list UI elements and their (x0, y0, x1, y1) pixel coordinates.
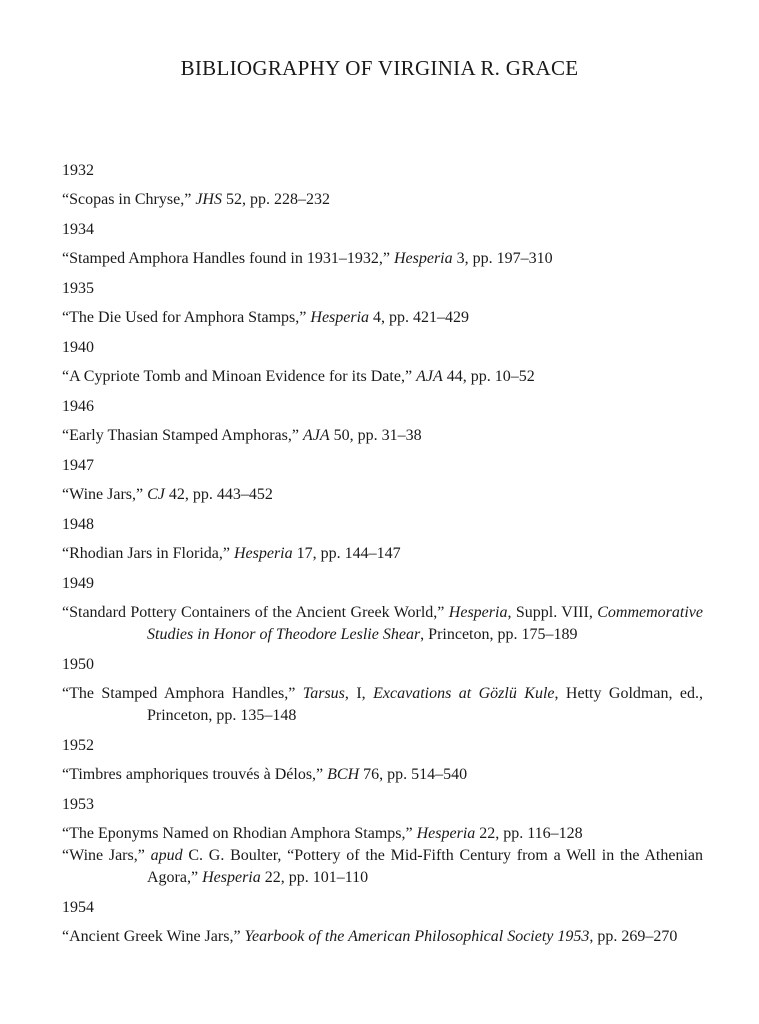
entry-text-segment: 42, pp. 443–452 (164, 486, 273, 503)
bibliography-entry (62, 926, 703, 948)
entry-text-segment: C. G. Boulter, “Pottery of the Mid-Fifth Century from a Well in the Athenian Agora,” (147, 847, 704, 886)
entry-italic-segment: Yearbook of the American Philosophical Society 1953 (244, 928, 590, 945)
entry-text-segment: 17, pp. 144–147 (292, 545, 401, 562)
entry-text-segment: “Rhodian Jars in Florida,” (62, 545, 234, 562)
entry-italic-segment: CJ (147, 486, 165, 503)
year-heading: 1932 (62, 162, 94, 179)
entry-text-segment: “The Eponyms Named on Rhodian Amphora Stamps,” (62, 825, 417, 842)
entry-text-segment: 76, pp. 514–540 (359, 766, 468, 783)
bibliography-entry (62, 764, 703, 786)
entry-italic-segment: Hesperia (393, 250, 453, 267)
entry-text-segment: “Standard Pottery Containers of the Ancient Greek World,” (62, 604, 449, 621)
entry-text-segment: , Princeton, pp. 175–189 (420, 626, 578, 643)
year-heading: 1946 (62, 398, 94, 415)
bibliography-entry (62, 823, 703, 845)
year-heading: 1940 (62, 339, 94, 356)
year-heading: 1947 (62, 457, 94, 474)
bibliography-list (62, 160, 703, 948)
entry-text-segment: “Wine Jars,” (62, 847, 151, 864)
entry-text-segment: “Timbres amphoriques trouvés à Délos,” (62, 766, 328, 783)
entry-italic-segment: Hesperia (310, 309, 370, 326)
entry-italic-segment: JHS (195, 191, 222, 208)
year-heading: 1949 (62, 575, 94, 592)
entry-text-segment: 22, pp. 116–128 (475, 825, 583, 842)
entry-italic-segment: Excavations at Gözlü Kule (373, 685, 555, 702)
entry-italic-segment: Commemorative Studies in Honor of Theodore Leslie Shear (147, 604, 703, 643)
bibliography-entry (62, 484, 703, 506)
entry-text-segment: “The Stamped Amphora Handles,” (62, 685, 303, 702)
entry-italic-segment: Hesperia (202, 869, 261, 886)
entry-text-segment: “The Die Used for Amphora Stamps,” (62, 309, 311, 326)
bibliography-entry (62, 543, 703, 565)
entry-text-segment: , Suppl. VIII, (507, 604, 598, 621)
entry-text-segment: “Stamped Amphora Handles found in 1931–1932,” (62, 250, 394, 267)
entry-text-segment: 44, pp. 10–52 (442, 368, 535, 385)
entry-text-segment: 4, pp. 421–429 (369, 309, 470, 326)
entry-italic-segment: Hesperia (233, 545, 293, 562)
entry-italic-segment: Hesperia (448, 604, 508, 621)
entry-italic-segment: AJA (302, 427, 330, 444)
page-title: BIBLIOGRAPHY OF VIRGINIA R. GRACE (180, 56, 579, 80)
bibliography-entry (62, 189, 703, 211)
entry-italic-segment: apud (150, 847, 183, 864)
year-heading: 1950 (62, 656, 94, 673)
entry-text-segment: 22, pp. 101–110 (260, 869, 369, 886)
year-heading: 1954 (62, 899, 94, 916)
bibliography-entry (62, 683, 703, 727)
bibliography-entry (62, 366, 703, 388)
entry-text-segment: , I, (344, 685, 374, 702)
entry-text-segment: “A Cypriote Tomb and Minoan Evidence for its Date,” (62, 368, 417, 385)
year-heading: 1948 (62, 516, 94, 533)
bibliography-entry (62, 307, 703, 329)
entry-text-segment: 52, pp. 228–232 (221, 191, 330, 208)
entry-text-segment: “Early Thasian Stamped Amphoras,” (62, 427, 303, 444)
bibliography-entry (62, 602, 703, 646)
entry-italic-segment: Hesperia (416, 825, 476, 842)
entry-italic-segment: BCH (327, 766, 360, 783)
year-heading: 1934 (62, 221, 94, 238)
entry-text-segment: “Scopas in Chryse,” (62, 191, 196, 208)
year-heading: 1952 (62, 737, 94, 754)
entry-text-segment: 3, pp. 197–310 (452, 250, 553, 267)
entry-text-segment: , pp. 269–270 (589, 928, 678, 945)
bibliography-entry (62, 845, 703, 889)
bibliography-entry (62, 425, 703, 447)
entry-italic-segment: AJA (416, 368, 443, 385)
entry-text-segment: “Ancient Greek Wine Jars,” (62, 928, 245, 945)
year-heading: 1953 (62, 796, 94, 813)
entry-italic-segment: Tarsus (302, 685, 345, 702)
bibliography-entry (62, 248, 703, 270)
entry-text-segment: , Hetty Goldman, ed., Princeton, pp. 135–148 (147, 685, 704, 724)
entry-text-segment: 50, pp. 31–38 (329, 427, 422, 444)
year-heading: 1935 (62, 280, 94, 297)
entry-text-segment: “Wine Jars,” (62, 486, 148, 503)
